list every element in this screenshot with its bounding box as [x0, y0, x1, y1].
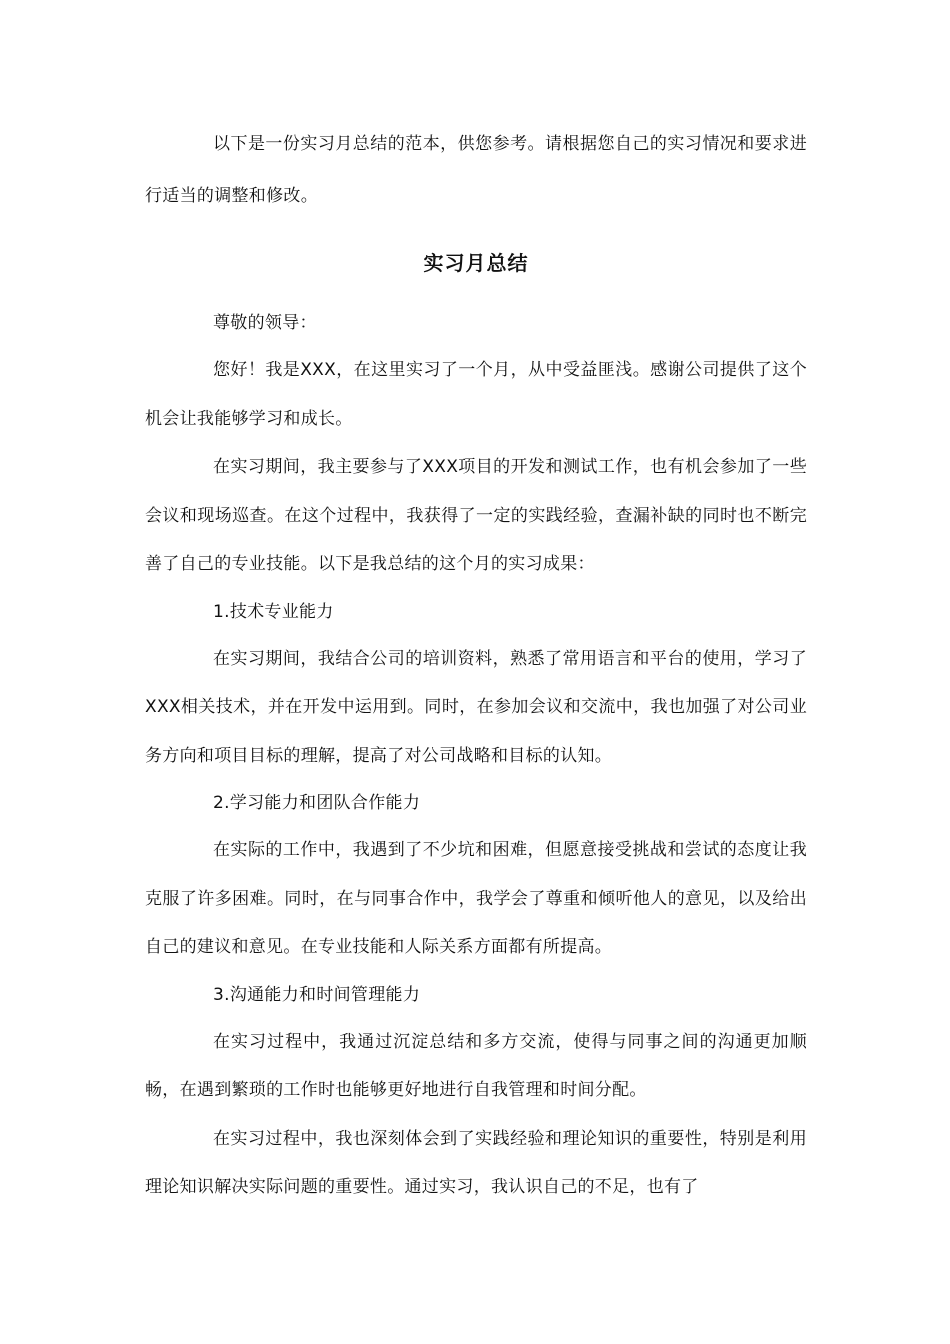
paragraph-reflection: 在实习过程中，我也深刻体会到了实践经验和理论知识的重要性，特别是利用理论知识解决实际问题的重要性。通过实习，我认识自己的不足，也有了	[145, 1128, 807, 1197]
section-heading-teamwork: 2.学习能力和团队合作能力	[213, 793, 421, 813]
paragraph-internship-overview: 在实习期间，我主要参与了XXX项目的开发和测试工作，也有机会参加了一些会议和现场巡查。在这个过程中，我获得了一定的实践经验，查漏补缺的同时也不断完善了自己的专业技能。以下是我总结的这个月的实习成果：	[145, 457, 807, 574]
paragraph-communication: 在实习过程中，我通过沉淀总结和多方交流，使得与同事之间的沟通更加顺畅，在遇到繁琐的工作时也能够更好地进行自我管理和时间分配。	[145, 1031, 807, 1100]
section-heading-communication: 3.沟通能力和时间管理能力	[213, 984, 421, 1005]
document-title: 实习月总结	[423, 251, 529, 275]
paragraph-greeting: 您好！我是XXX，在这里实习了一个月，从中受益匪浅。感谢公司提供了这个机会让我能够学习和成长。	[145, 360, 807, 429]
document-body	[145, 118, 807, 1212]
paragraph-technical: 在实习期间，我结合公司的培训资料，熟悉了常用语言和平台的使用，学习了XXX相关技术，并在开发中运用到。同时，在参加会议和交流中，我也加强了对公司业务方向和项目目标的理解，提高了对公司战略和目标的认知。	[145, 648, 807, 766]
intro-paragraph: 以下是一份实习月总结的范本，供您参考。请根据您自己的实习情况和要求进行适当的调整和修改。	[145, 134, 807, 206]
salutation: 尊敬的领导：	[213, 313, 317, 333]
section-heading-technical: 1.技术专业能力	[213, 601, 334, 622]
paragraph-teamwork: 在实际的工作中，我遇到了不少坑和困难，但愿意接受挑战和尝试的态度让我克服了许多困难。同时，在与同事合作中，我学会了尊重和倾听他人的意见，以及给出自己的建议和意见。在专业技能和人际关系方面都有所提高。	[145, 840, 807, 957]
